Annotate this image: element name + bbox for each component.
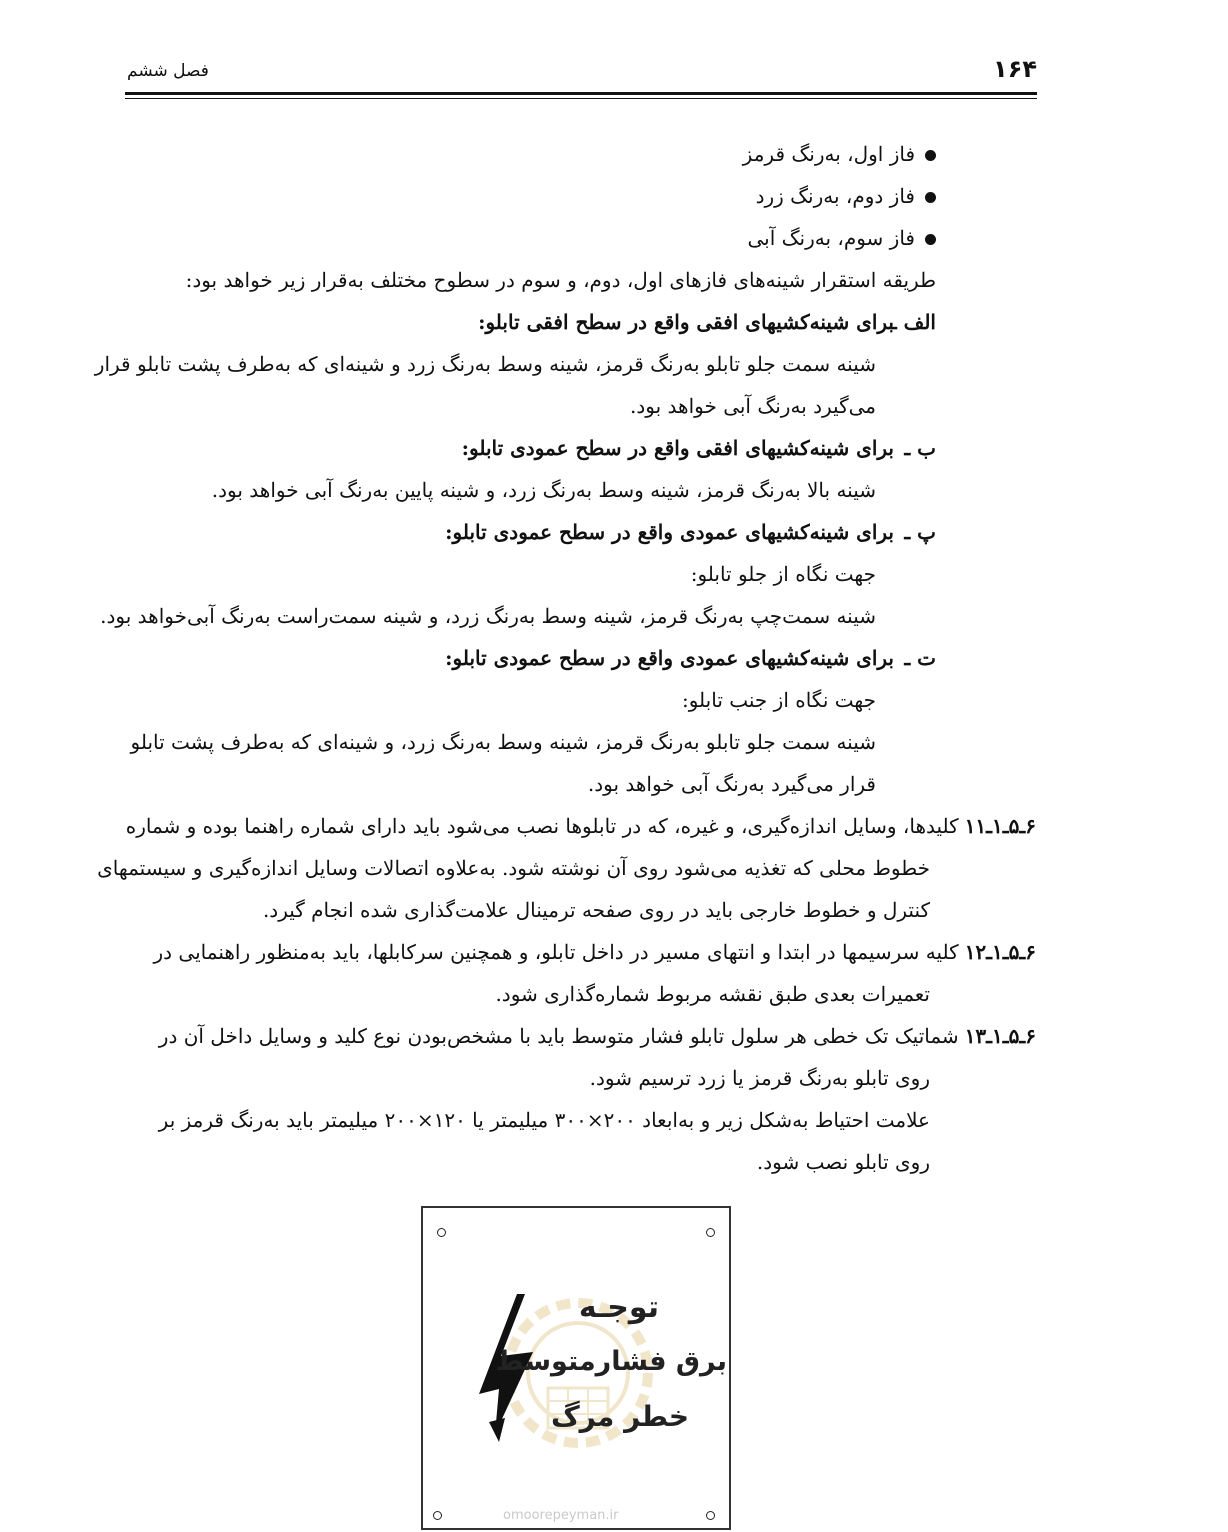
section-13-first-line: ۶ـ۵ـ۱ـ۱۳شماتیک تک خطی هر سلول تابلو فشار متوسط باید با مشخص‌بودن نوع کلید و وسایل داخل آن در xyxy=(158,1024,1036,1048)
watermark-text: omoorepeyman.ir xyxy=(503,1508,619,1523)
section-11-text: کنترل و خطوط خارجی باید در روی صفحه ترمینال علامت‌گذاری شده انجام گیرد. xyxy=(262,898,930,922)
header-rule-thick xyxy=(125,92,1037,95)
case-alef-heading: الف ـبرای شینه‌کشیهای افقی واقع در سطح افقی تابلو: xyxy=(478,310,936,334)
section-13-text: روی تابلو نصب شود. xyxy=(756,1150,930,1174)
mounting-hole xyxy=(706,1511,715,1520)
section-number: ۶ـ۵ـ۱ـ۱۲ xyxy=(964,940,1036,964)
header-rule-thin xyxy=(125,98,1037,99)
case-te-text: شینه سمت جلو تابلو به‌رنگ قرمز، شینه وسط به‌رنگ زرد، و شینه‌ای که به‌طرف پشت تابلو xyxy=(130,730,876,754)
case-pe-heading: پ ـبرای شینه‌کشیهای عمودی واقع در سطح عمودی تابلو: xyxy=(445,520,936,544)
sign-danger: خطر مرگ xyxy=(550,1400,689,1433)
bullet-item: فاز سوم، به‌رنگ آبی xyxy=(747,222,936,254)
sign-heading: توجـه xyxy=(578,1290,659,1325)
section-13-text: روی تابلو به‌رنگ قرمز یا زرد ترسیم شود. xyxy=(589,1066,930,1090)
page-header xyxy=(125,55,1037,93)
mounting-hole xyxy=(437,1228,446,1237)
bullet-icon xyxy=(925,192,936,203)
case-pe-text: شینه سمت‌چپ به‌رنگ قرمز، شینه وسط به‌رنگ زرد، و شینه سمت‌راست به‌رنگ آبی‌خواهد بود. xyxy=(100,604,876,628)
bullet-item: فاز اول، به‌رنگ قرمز xyxy=(743,138,936,170)
section-12-text: تعمیرات بعدی طبق نقشه مربوط شماره‌گذاری شود. xyxy=(495,982,930,1006)
section-number: ۶ـ۵ـ۱ـ۱۱ xyxy=(964,814,1036,838)
bullet-icon xyxy=(925,234,936,245)
bullet-item: فاز دوم، به‌رنگ زرد xyxy=(756,180,936,212)
case-te-heading: ت ـبرای شینه‌کشیهای عمودی واقع در سطح عمودی تابلو: xyxy=(445,646,936,670)
case-alef-text: شینه سمت جلو تابلو به‌رنگ قرمز، شینه وسط به‌رنگ زرد و شینه‌ای که به‌طرف پشت تابلو قرار xyxy=(94,352,876,376)
section-number: ۶ـ۵ـ۱ـ۱۳ xyxy=(964,1024,1036,1048)
page-number: ۱۶۴ xyxy=(993,55,1037,83)
section-11-first-line: ۶ـ۵ـ۱ـ۱۱کلیدها، وسایل اندازه‌گیری، و غیره، که در تابلوها نصب می‌شود باید دارای شماره راهنما بوده و شماره xyxy=(125,814,1036,838)
section-12-first-line: ۶ـ۵ـ۱ـ۱۲کلیه سرسیمها در ابتدا و انتهای مسیر در داخل تابلو، و همچنین سرکابلها، باید به‌منظور راهنمایی در xyxy=(153,940,1036,964)
bullet-icon xyxy=(925,150,936,161)
mounting-hole xyxy=(706,1228,715,1237)
case-te-text: قرار می‌گیرد به‌رنگ آبی خواهد بود. xyxy=(587,772,876,796)
intro-paragraph: طریقه استقرار شینه‌های فازهای اول، دوم، و سوم در سطوح مختلف به‌قرار زیر خواهد بود: xyxy=(185,268,936,292)
section-11-text: خطوط محلی که تغذیه می‌شود روی آن نوشته شود. به‌علاوه اتصالات وسایل اندازه‌گیری و سیستمهای xyxy=(97,856,930,880)
mounting-hole xyxy=(433,1511,442,1520)
case-alef-text: می‌گیرد به‌رنگ آبی خواهد بود. xyxy=(630,394,876,418)
case-pe-text: جهت نگاه از جلو تابلو: xyxy=(690,562,876,586)
section-13-text: علامت احتیاط به‌شکل زیر و به‌ابعاد ۲۰۰×۳۰۰ میلیمتر یا ۱۲۰×۲۰۰ میلیمتر باید به‌رنگ قرمز بر xyxy=(158,1108,930,1132)
case-be-heading: ب ـبرای شینه‌کشیهای افقی واقع در سطح عمودی تابلو: xyxy=(461,436,936,460)
case-be-text: شینه بالا به‌رنگ قرمز، شینه وسط به‌رنگ زرد، و شینه پایین به‌رنگ آبی خواهد بود. xyxy=(211,478,876,502)
case-te-text: جهت نگاه از جنب تابلو: xyxy=(681,688,876,712)
sign-medium-voltage: برق فشارمتوسط xyxy=(495,1346,727,1377)
warning-sign xyxy=(421,1206,731,1530)
chapter-title: فصل ششم xyxy=(127,61,209,81)
